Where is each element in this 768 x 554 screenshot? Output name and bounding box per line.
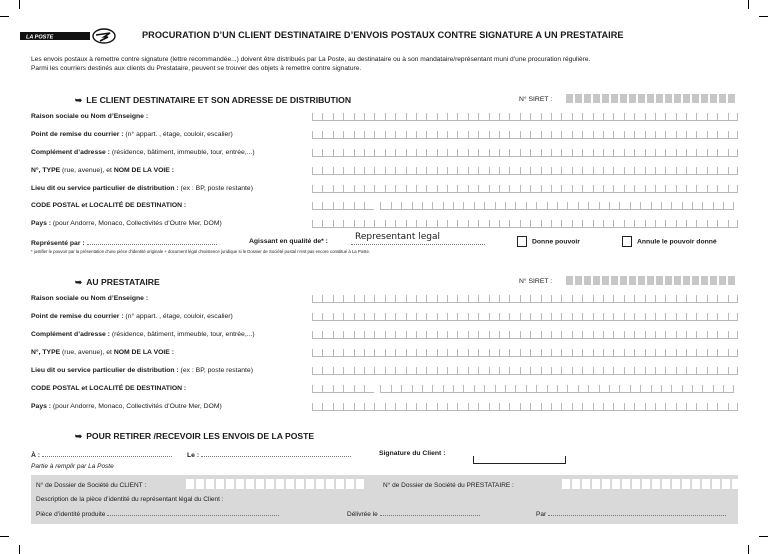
siret-label-prestataire: N° SIRET :	[519, 278, 553, 285]
donne-pouvoir-option[interactable]	[517, 236, 580, 247]
par-row	[536, 509, 726, 518]
prestataire-voie-field[interactable]	[312, 349, 738, 357]
siret-field-prestataire[interactable]	[566, 276, 735, 285]
qualite-label: Agissant en qualité de* :	[249, 238, 328, 245]
section-prestataire-title	[75, 277, 160, 288]
a-label: À :	[31, 452, 41, 459]
prestataire-voie-label: N°, TYPE (rue, avenue), et NOM DE LA VOIE :	[31, 349, 174, 356]
siret-field-client[interactable]	[566, 94, 735, 103]
client-pays-label: Pays : (pour Andorre, Monaco, Collectivités d’Outre Mer, DOM)	[31, 220, 222, 227]
client-lieu-dit-label: Lieu dit ou service particulier de distribution : (ex : BP, poste restante)	[31, 185, 253, 192]
qualite-field[interactable]	[351, 232, 485, 245]
section-prestataire-title-text: AU PRESTATAIRE	[86, 277, 160, 287]
piece-identite-label: Pièce d’identité produite	[36, 511, 106, 518]
represente-par-label: Représenté par :	[31, 240, 85, 247]
annule-pouvoir-label: Annule le pouvoir donné	[637, 238, 717, 246]
client-voie-field[interactable]	[312, 167, 738, 175]
client-raison-sociale-field[interactable]	[312, 113, 738, 121]
intro-text	[31, 55, 590, 73]
intro-line-2: Parmi les courriers destinés aux clients du Prestataire, peuvent se trouver des objets à remettre contre signature.	[31, 65, 362, 72]
prestataire-raison-sociale-label: Raison sociale ou Nom d’Enseigne :	[31, 295, 149, 302]
svg-text:LA POSTE: LA POSTE	[26, 34, 54, 41]
piece-identite-row	[36, 509, 279, 518]
client-code-postal-field[interactable]	[312, 202, 734, 210]
client-code-postal-label: CODE POSTAL et LOCALITÉ DE DESTINATION :	[31, 202, 187, 209]
arrow-icon: ➥	[75, 277, 83, 287]
partie-note: Partie à remplir par La Poste	[31, 463, 114, 470]
la-poste-logo	[20, 28, 116, 44]
a-field[interactable]	[42, 450, 172, 457]
par-label: Par	[536, 511, 547, 518]
intro-line-1: Les envois postaux à remettre contre signature (lettre recommandée...) doivent être distribués par La Poste, au destinataire ou à son mandataire/représentant muni d’une procuration régulière.	[31, 56, 591, 63]
section-client-title	[75, 95, 351, 106]
par-field[interactable]	[548, 509, 726, 516]
client-voie-label: N°, TYPE (rue, avenue), et NOM DE LA VOIE :	[31, 167, 174, 174]
prestataire-code-postal-label: CODE POSTAL et LOCALITÉ DE DESTINATION :	[31, 385, 187, 392]
prestataire-lieu-dit-label: Lieu dit ou service particulier de distribution : (ex : BP, poste restante)	[31, 367, 253, 374]
signature-field[interactable]	[473, 456, 566, 464]
a-row	[31, 450, 172, 459]
prestataire-pays-label: Pays : (pour Andorre, Monaco, Collectivités d’Outre Mer, DOM)	[31, 403, 222, 410]
section-retirer-title	[75, 431, 314, 442]
represente-par-field[interactable]	[87, 238, 217, 245]
prestataire-pays-field[interactable]	[312, 403, 738, 411]
prestataire-point-remise-label: Point de remise du courrier : (n° appart. , étage, couloir, escalier)	[31, 313, 233, 320]
la-poste-box	[31, 475, 738, 524]
donne-pouvoir-label: Donne pouvoir	[532, 238, 580, 246]
annule-pouvoir-checkbox[interactable]	[622, 236, 632, 247]
client-point-remise-field[interactable]	[312, 131, 738, 139]
dossier-client-field[interactable]	[186, 479, 364, 489]
client-point-remise-label: Point de remise du courrier : (n° appart. , étage, couloir, escalier)	[31, 131, 233, 138]
arrow-icon: ➥	[75, 431, 83, 441]
dossier-client-label: N° de Dossier de Société du CLIENT :	[36, 482, 147, 489]
arrow-icon: ➥	[75, 95, 83, 105]
page-title: PROCURATION D’UN CLIENT DESTINATAIRE D’ENVOIS POSTAUX CONTRE SIGNATURE A UN PRESTATAIRE	[142, 30, 624, 40]
prestataire-raison-sociale-field[interactable]	[312, 295, 738, 303]
le-row	[187, 450, 351, 459]
dossier-prestataire-label: N° de Dossier de Société du PRESTATAIRE :	[383, 482, 514, 489]
prestataire-complement-label: Complément d’adresse : (résidence, bâtiment, immeuble, tour, entrée,...)	[31, 331, 255, 338]
client-complement-field[interactable]	[312, 149, 738, 157]
represente-par-row	[31, 238, 217, 247]
siret-label-client: N° SIRET :	[519, 96, 553, 103]
description-label: Description de la pièce d’identité du représentant légal du Client :	[36, 496, 224, 503]
le-field[interactable]	[201, 450, 351, 457]
annule-pouvoir-option[interactable]	[622, 236, 717, 247]
delivree-field[interactable]	[380, 509, 480, 516]
prestataire-lieu-dit-field[interactable]	[312, 367, 738, 375]
footnote: * justifier le pouvoir par la présentation d’une pièce d’identité originale + document légal d’existence juridique si le Dossier de Société postal n’est pas encore constitué à La Poste.	[31, 249, 371, 254]
delivree-label: Délivrée le	[347, 511, 378, 518]
client-pays-field[interactable]	[312, 220, 738, 228]
piece-identite-field[interactable]	[107, 509, 279, 516]
prestataire-code-postal-field[interactable]	[312, 385, 734, 393]
client-lieu-dit-field[interactable]	[312, 185, 738, 193]
dossier-prestataire-field[interactable]	[562, 479, 740, 489]
prestataire-complement-field[interactable]	[312, 331, 738, 339]
section-retirer-title-text: POUR RETIRER /RECEVOIR LES ENVOIS DE LA POSTE	[86, 431, 315, 441]
donne-pouvoir-checkbox[interactable]	[517, 236, 527, 247]
delivree-row	[347, 509, 480, 518]
le-label: Le :	[187, 452, 200, 459]
prestataire-point-remise-field[interactable]	[312, 313, 738, 321]
qualite-value: Representant legal	[355, 232, 440, 242]
client-raison-sociale-label: Raison sociale ou Nom d’Enseigne :	[31, 113, 149, 120]
client-complement-label: Complément d’adresse : (résidence, bâtiment, immeuble, tour, entrée,...)	[31, 149, 255, 156]
signature-label: Signature du Client :	[379, 450, 446, 457]
section-client-title-text: LE CLIENT DESTINATAIRE ET SON ADRESSE DE DISTRIBUTION	[86, 95, 352, 105]
